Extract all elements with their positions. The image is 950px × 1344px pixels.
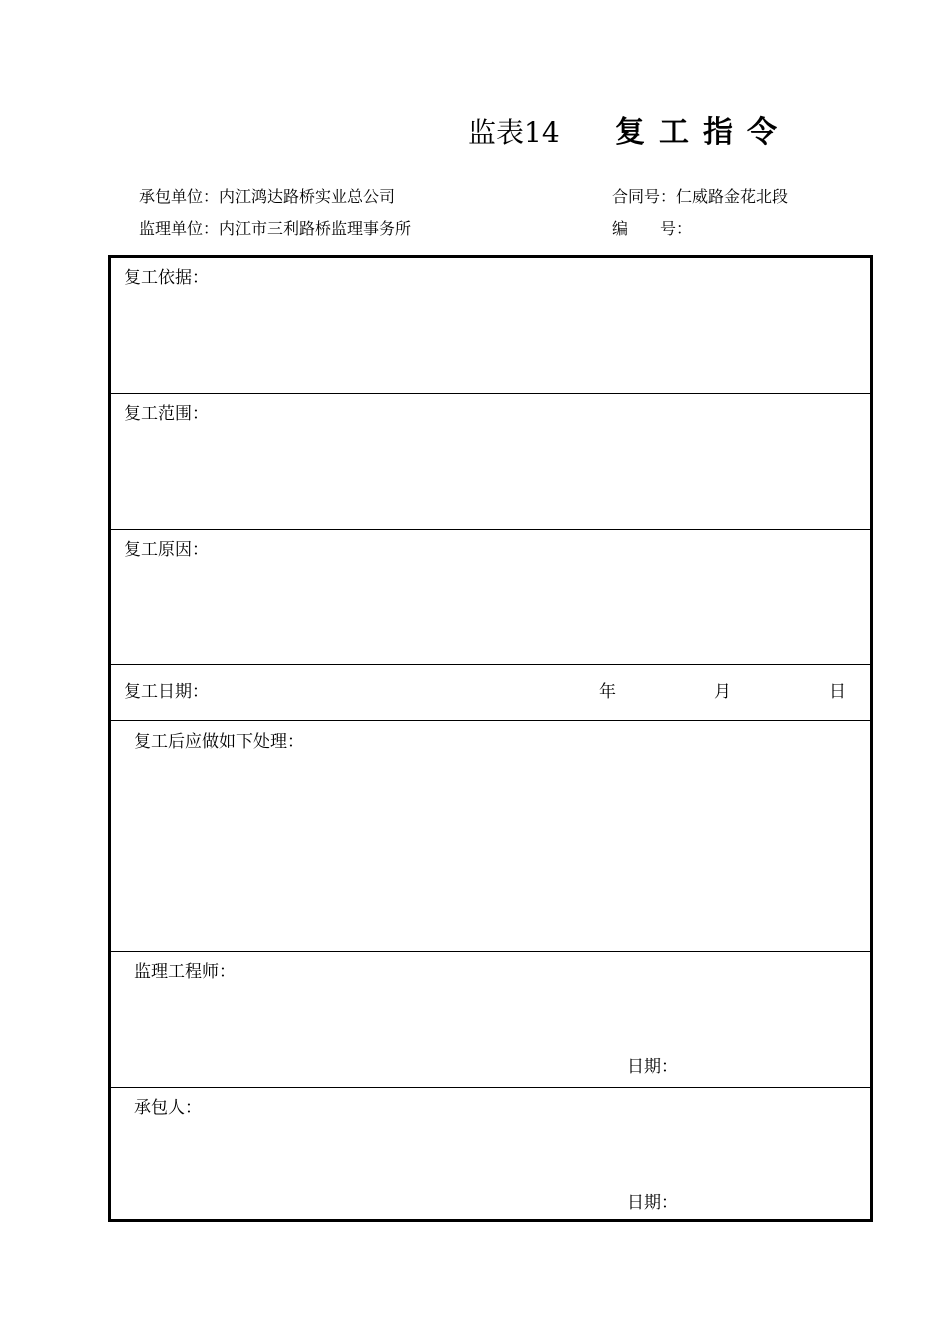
followup-label: 复工后应做如下处理： xyxy=(134,732,304,752)
followup-section xyxy=(111,720,870,951)
month-label: 月 xyxy=(714,682,731,702)
basis-section xyxy=(111,258,870,393)
scope-section xyxy=(111,393,870,529)
contract-number-value: 仁威路金花北段 xyxy=(676,187,789,206)
serial-number-label: 编 号： xyxy=(612,219,693,238)
supervision-unit-label: 监理单位： xyxy=(139,219,220,238)
supervision-unit-value: 内江市三利路桥监理事务所 xyxy=(219,219,412,238)
form-code: 监表14 xyxy=(468,116,560,149)
engineer-label: 监理工程师： xyxy=(134,962,236,982)
serial-number xyxy=(612,218,692,240)
contractor-unit-value: 内江鸿达路桥实业总公司 xyxy=(219,187,396,206)
reason-label: 复工原因： xyxy=(124,540,209,560)
day-label: 日 xyxy=(829,682,846,702)
resume-work-form xyxy=(108,255,873,1222)
contractor-date-label: 日期： xyxy=(627,1193,678,1213)
engineer-section xyxy=(111,951,870,1087)
date-label: 复工日期： xyxy=(124,682,209,702)
contract-number-label: 合同号： xyxy=(612,187,677,206)
contract-number xyxy=(612,186,788,208)
contractor-unit-label: 承包单位： xyxy=(139,187,220,206)
scope-label: 复工范围： xyxy=(124,404,209,424)
basis-label: 复工依据： xyxy=(124,268,209,288)
supervision-unit xyxy=(139,218,411,240)
contractor-unit xyxy=(139,186,395,208)
engineer-date-label: 日期： xyxy=(627,1057,678,1077)
contractor-section xyxy=(111,1087,870,1219)
page-title: 复工指令 xyxy=(615,115,791,150)
reason-section xyxy=(111,529,870,664)
contractor-sign-label: 承包人： xyxy=(134,1098,202,1118)
year-label: 年 xyxy=(599,682,616,702)
date-section xyxy=(111,664,870,720)
